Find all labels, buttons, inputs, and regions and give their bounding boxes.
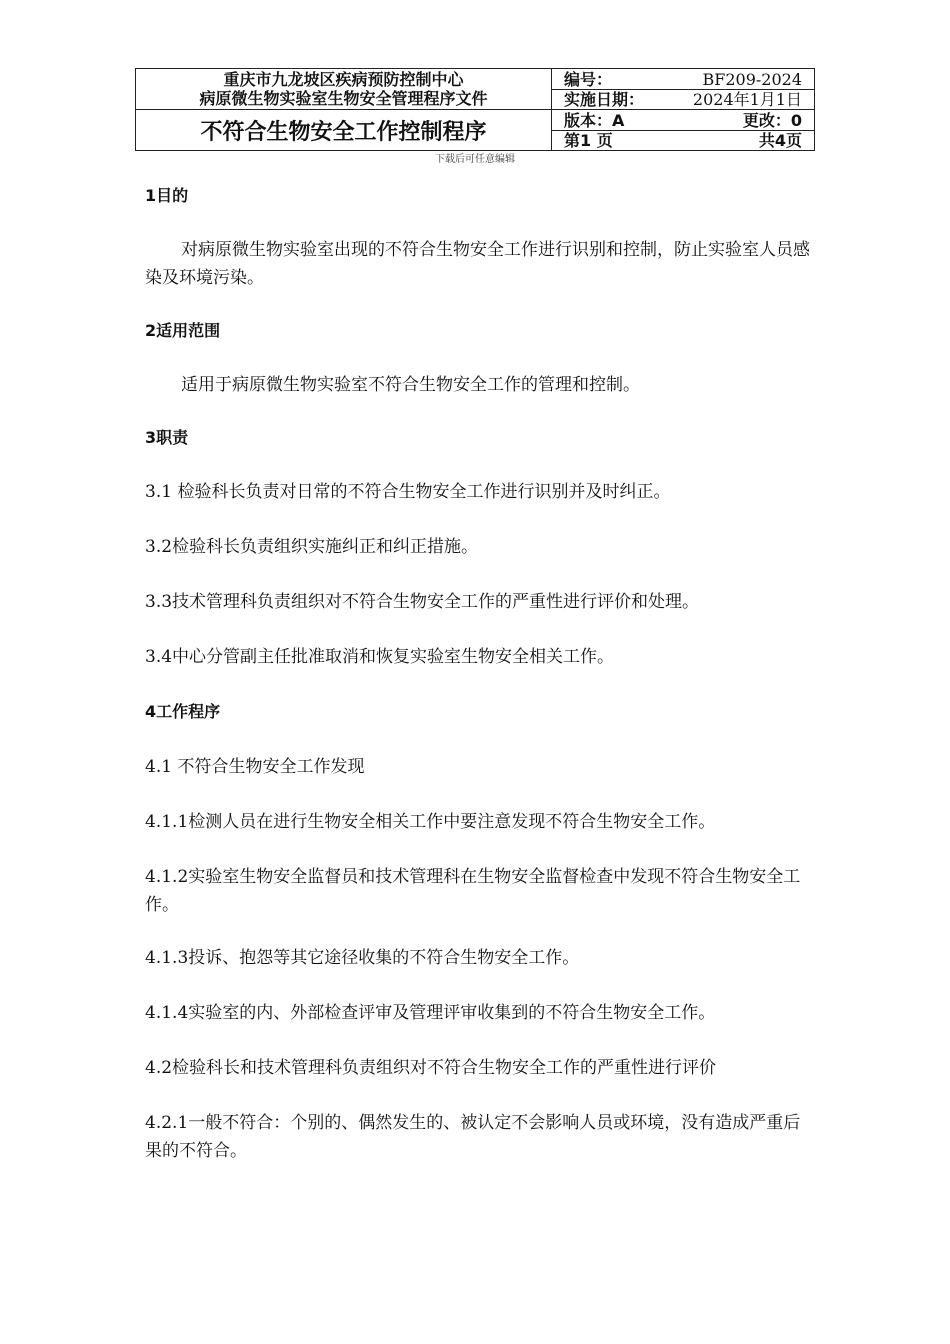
meta-cell-group-bottom xyxy=(552,110,815,151)
clause-4-1-1: 4.1.1检测人员在进行生物安全相关工作中要注意发现不符合生物安全工作。 xyxy=(145,812,716,832)
organization-name: 重庆市九龙坡区疾病预防控制中心 xyxy=(223,70,464,89)
code-row xyxy=(552,70,814,90)
clause-3-1: 3.1 检验科长负责对日常的不符合生物安全工作进行识别并及时纠正。 xyxy=(145,482,671,502)
document-series-name: 病原微生物实验室生物安全管理程序文件 xyxy=(199,89,488,108)
clause-4-2-1: 4.2.1一般不符合：个别的、偶然发生的、被认定不会影响人员或环境，没有造成严重后果的不符合。 xyxy=(145,1113,801,1161)
paragraph-scope: 适用于病原微生物实验室不符合生物安全工作的管理和控制。 xyxy=(181,375,640,395)
document-body xyxy=(145,180,810,1165)
organization-cell xyxy=(136,69,552,110)
download-note: 下载后可任意编辑 xyxy=(435,154,515,165)
clause-3-3: 3.3技术管理科负责组织对不符合生物安全工作的严重性进行评价和处理。 xyxy=(145,592,700,612)
clause-4-1: 4.1 不符合生物安全工作发现 xyxy=(145,757,365,777)
version-row xyxy=(552,111,814,131)
clause-4-1-4: 4.1.4实验室的内、外部检查评审及管理评审收集到的不符合生物安全工作。 xyxy=(145,1003,716,1023)
code-label: 编号： xyxy=(564,69,613,89)
page-number: 第1 页 xyxy=(564,130,613,150)
clause-3-4: 3.4中心分管副主任批准取消和恢复实验室生物安全相关工作。 xyxy=(145,647,615,667)
clause-4-1-3: 4.1.3投诉、抱怨等其它途径收集的不符合生物安全工作。 xyxy=(145,948,580,968)
clause-4-2: 4.2检验科长和技术管理科负责组织对不符合生物安全工作的严重性进行评价 xyxy=(145,1058,717,1078)
document-title: 不符合生物安全工作控制程序 xyxy=(136,110,552,151)
paragraph-purpose: 对病原微生物实验室出现的不符合生物安全工作进行识别和控制，防止实验室人员感染及环境污染。 xyxy=(145,240,810,288)
section-heading-procedure: 4工作程序 xyxy=(145,702,221,721)
clause-4-1-2: 4.1.2实验室生物安全监督员和技术管理科在生物安全监督检查中发现不符合生物安全工作。 xyxy=(145,867,801,915)
page-total: 共4页 xyxy=(758,130,802,150)
revision-label: 更改：0 xyxy=(742,110,802,130)
section-heading-purpose: 1目的 xyxy=(145,186,189,205)
version-label: 版本：A xyxy=(564,110,625,130)
date-value: 2024年1月1日 xyxy=(692,89,802,109)
section-heading-responsibility: 3职责 xyxy=(145,428,189,447)
date-row xyxy=(552,90,814,109)
page-row xyxy=(552,131,814,150)
meta-cell-group-top xyxy=(552,69,815,110)
clause-3-2: 3.2检验科长负责组织实施纠正和纠正措施。 xyxy=(145,537,479,557)
section-heading-scope: 2适用范围 xyxy=(145,321,221,340)
date-label: 实施日期： xyxy=(564,89,645,109)
code-value: BF209-2024 xyxy=(702,69,802,89)
document-header-table xyxy=(135,68,815,151)
